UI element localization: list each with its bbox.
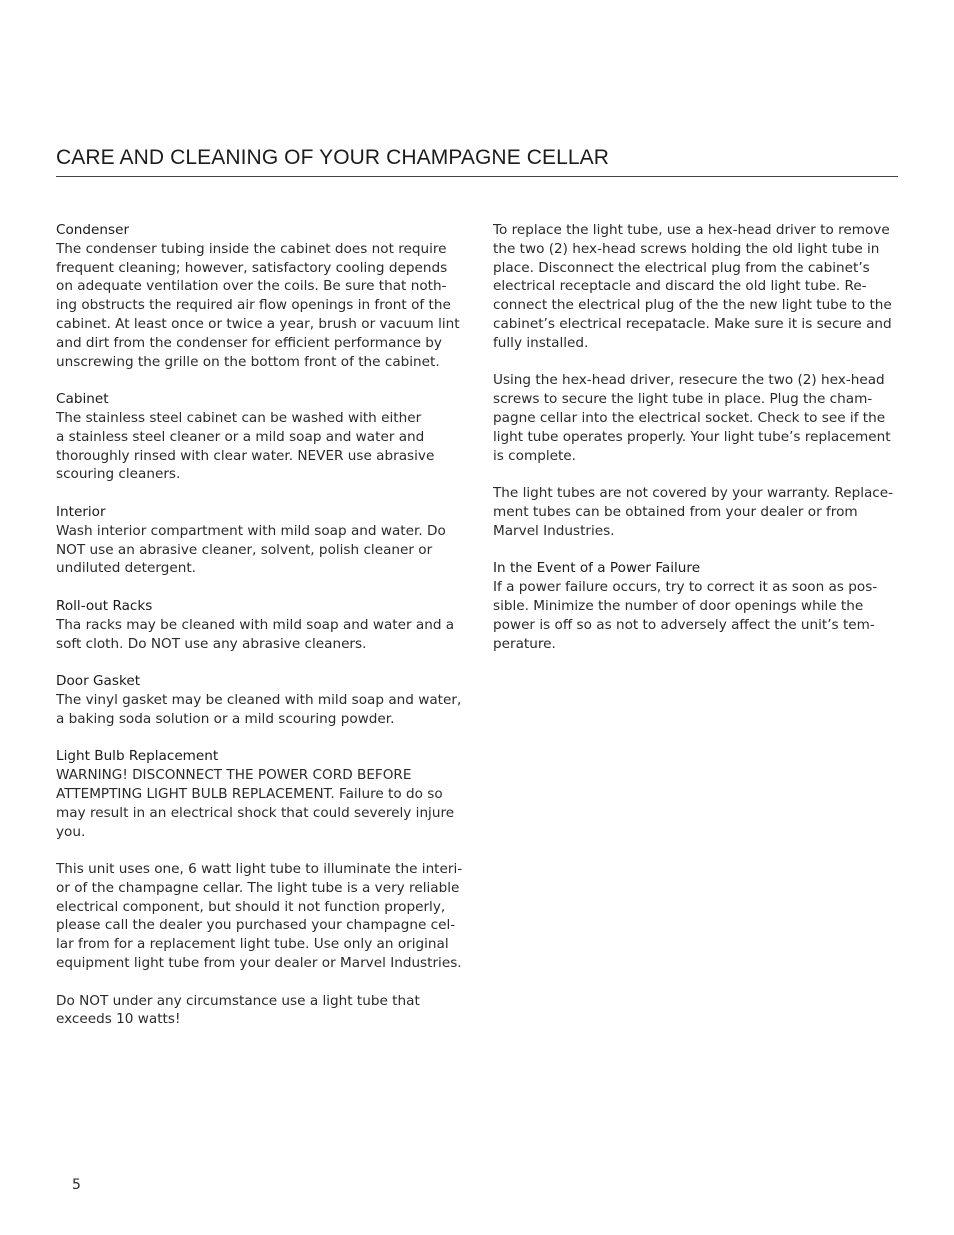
body-text-line: sible. Minimize the number of door openings while the (493, 597, 864, 614)
body-text-line: The stainless steel cabinet can be washed with either (56, 409, 422, 426)
body-text-line: the two (2) hex-head screws holding the old light tube in (493, 240, 880, 257)
body-text-line: a baking soda solution or a mild scouring powder. (56, 710, 395, 727)
left-column (56, 221, 464, 1048)
section-heading: In the Event of a Power Failure (493, 560, 701, 577)
content-section (56, 597, 464, 653)
body-text-line: place. Disconnect the electrical plug from the cabinet’s (493, 259, 870, 276)
body-text-line: equipment light tube from your dealer or Marvel Industries. (56, 955, 462, 972)
body-text-line: you. (56, 823, 86, 840)
body-text-line: on adequate ventilation over the coils. Be sure that noth- (56, 278, 447, 295)
content-section (56, 390, 464, 484)
content-section (493, 221, 898, 353)
content-section (56, 860, 464, 973)
body-text-line: The condenser tubing inside the cabinet does not require (56, 240, 447, 257)
body-text-line: Wash interior compartment with mild soap and water. Do (56, 522, 446, 539)
body-text-line: soft cloth. Do NOT use any abrasive cleaners. (56, 635, 367, 652)
body-text-line: unscrewing the grille on the bottom front of the cabinet. (56, 353, 440, 370)
body-text-line: perature. (493, 635, 556, 652)
body-text-line: Using the hex-head driver, resecure the two (2) hex-head (493, 372, 885, 389)
body-text-line: Tha racks may be cleaned with mild soap and water and a (56, 616, 455, 633)
section-heading: Light Bulb Replacement (56, 748, 219, 765)
body-text-line: is complete. (493, 447, 576, 464)
body-text-line: fully installed. (493, 334, 589, 351)
body-text-line: a stainless steel cleaner or a mild soap and water and (56, 428, 425, 445)
body-text-line: exceeds 10 watts! (56, 1011, 181, 1028)
body-text-line: cabinet. At least once or twice a year, brush or vacuum lint (56, 315, 460, 332)
body-text-line: ATTEMPTING LIGHT BULB REPLACEMENT. Failure to do so (56, 785, 443, 802)
section-heading: Cabinet (56, 391, 109, 408)
body-text-line: cabinet’s electrical recepatacle. Make sure it is secure and (493, 315, 892, 332)
body-text-line: electrical receptacle and discard the old light tube. Re- (493, 278, 867, 295)
body-text-line: electrical component, but should it not function properly, (56, 898, 446, 915)
body-text-line: and dirt from the condenser for efficient performance by (56, 334, 442, 351)
section-heading: Roll-out Racks (56, 597, 153, 614)
body-text-line: power is off so as not to adversely affect the unit’s tem- (493, 616, 875, 633)
body-text-line: WARNING! DISCONNECT THE POWER CORD BEFORE (56, 767, 412, 784)
body-text-line: ing obstructs the required air flow openings in front of the (56, 297, 451, 314)
content-section (56, 992, 464, 1030)
content-section (56, 221, 464, 371)
body-text-line: lar from for a replacement light tube. Use only an original (56, 936, 449, 953)
content-section (56, 672, 464, 728)
body-text-line: frequent cleaning; however, satisfactory cooling depends (56, 259, 448, 276)
content-section (56, 503, 464, 578)
content-section (493, 371, 898, 465)
body-text-line: please call the dealer you purchased your champagne cel- (56, 917, 456, 934)
section-heading: Interior (56, 503, 106, 520)
page-number: 5 (72, 1177, 81, 1193)
content-section (493, 484, 898, 540)
section-heading: Door Gasket (56, 673, 141, 690)
title-divider (56, 176, 898, 177)
body-text-line: This unit uses one, 6 watt light tube to illuminate the interi- (56, 861, 463, 878)
content-section (56, 747, 464, 841)
body-text-line: pagne cellar into the electrical socket. Check to see if the (493, 409, 886, 426)
body-text-line: Marvel Industries. (493, 522, 615, 539)
body-text-line: or of the champagne cellar. The light tube is a very reliable (56, 879, 460, 896)
body-text-line: To replace the light tube, use a hex-head driver to remove (493, 222, 890, 238)
right-column (493, 221, 898, 672)
body-text-line: thoroughly rinsed with clear water. NEVER use abrasive (56, 447, 435, 464)
body-text-line: The light tubes are not covered by your warranty. Replace- (493, 485, 894, 502)
body-text-line: scouring cleaners. (56, 466, 181, 483)
body-text-line: may result in an electrical shock that could severely injure (56, 804, 455, 821)
content-section (493, 559, 898, 653)
body-text-line: screws to secure the light tube in place. Plug the cham- (493, 391, 873, 408)
section-heading: Condenser (56, 222, 130, 238)
body-text-line: The vinyl gasket may be cleaned with mild soap and water, (56, 691, 462, 708)
body-text-line: light tube operates properly. Your light tube’s replacement (493, 428, 891, 445)
page-title: CARE AND CLEANING OF YOUR CHAMPAGNE CELLAR (56, 146, 610, 169)
body-text-line: undiluted detergent. (56, 560, 196, 577)
body-text-line: NOT use an abrasive cleaner, solvent, polish cleaner or (56, 541, 433, 558)
body-text-line: If a power failure occurs, try to correct it as soon as pos- (493, 579, 878, 596)
body-text-line: Do NOT under any circumstance use a light tube that (56, 992, 420, 1009)
body-text-line: ment tubes can be obtained from your dealer or from (493, 503, 858, 520)
body-text-line: connect the electrical plug of the the new light tube to the (493, 297, 892, 314)
